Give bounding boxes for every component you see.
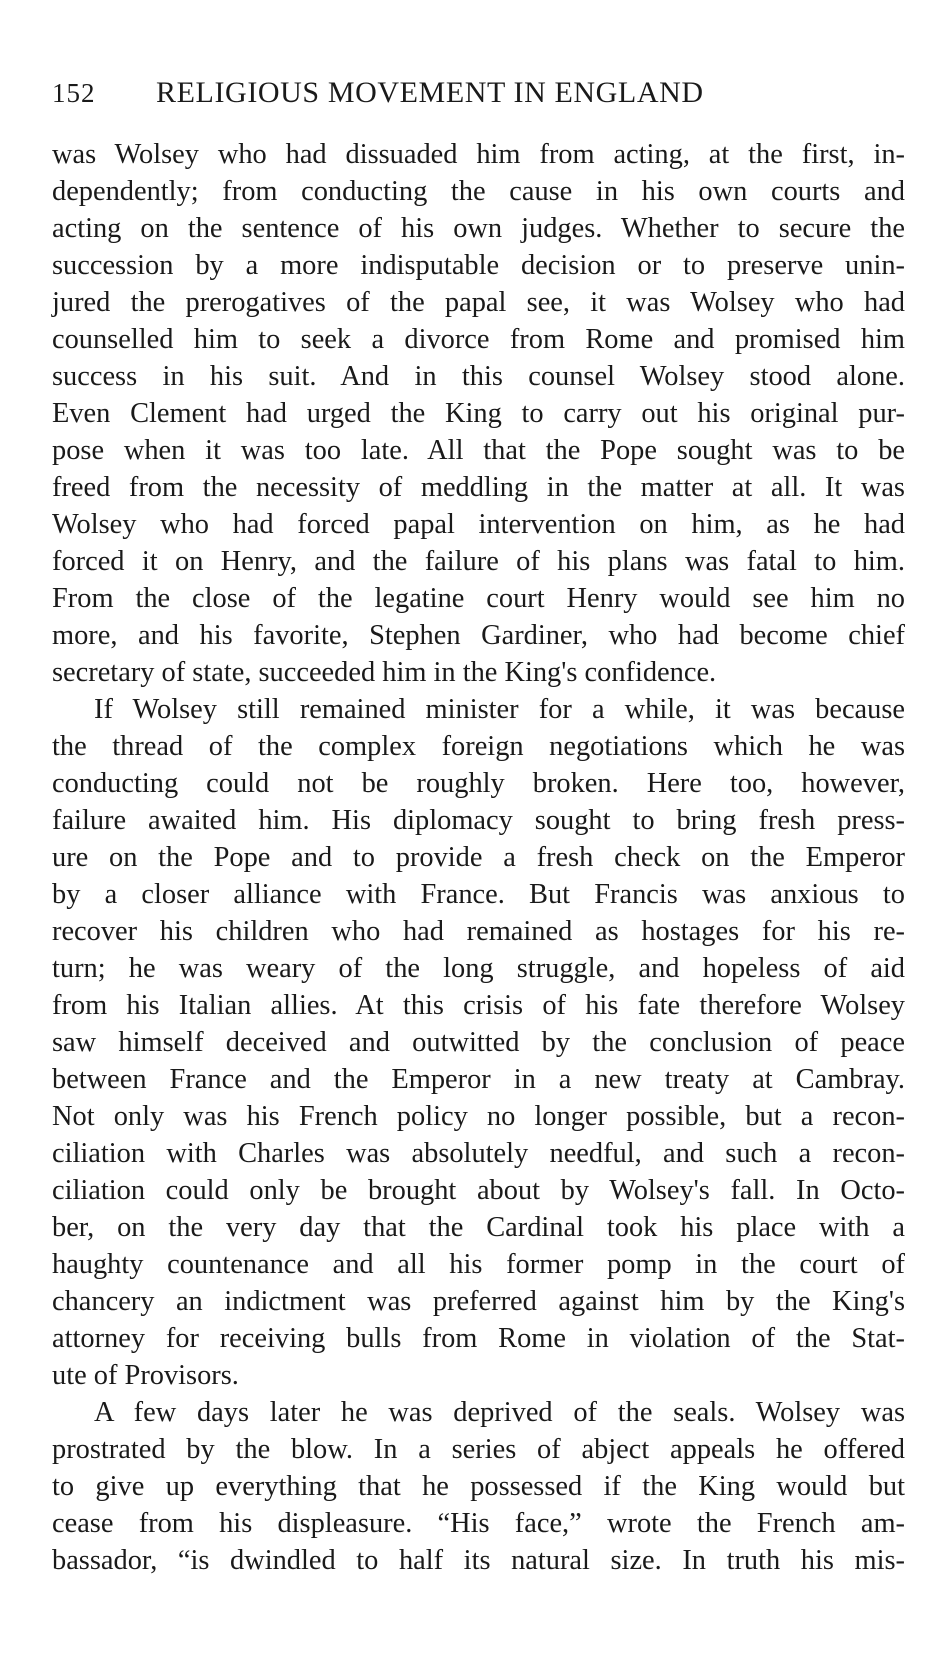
text-line: chancery an indictment was preferred against him by the King's — [52, 1286, 905, 1317]
text-line: bassador, “is dwindled to half its natural size. In truth his mis- — [52, 1545, 905, 1576]
text-line: saw himself deceived and outwitted by the conclusion of peace — [52, 1027, 905, 1058]
text-line: Wolsey who had forced papal intervention on him, as he had — [52, 509, 905, 540]
paragraph-first-line: If Wolsey still remained minister for a while, it was because — [94, 694, 905, 725]
page-number: 152 — [52, 78, 96, 108]
text-line: cease from his displeasure. “His face,” wrote the French am- — [52, 1508, 905, 1539]
text-line: conducting could not be roughly broken. Here too, however, — [52, 768, 905, 799]
body-text — [52, 136, 905, 1579]
text-line: recover his children who had remained as hostages for his re- — [52, 916, 905, 947]
text-line: Even Clement had urged the King to carry out his original pur- — [52, 398, 905, 429]
text-line: From the close of the legatine court Henry would see him no — [52, 583, 905, 614]
text-line: forced it on Henry, and the failure of his plans was fatal to him. — [52, 546, 905, 577]
running-head: RELIGIOUS MOVEMENT IN ENGLAND — [156, 76, 704, 109]
text-line: to give up everything that he possessed if the King would but — [52, 1471, 905, 1502]
text-line: failure awaited him. His diplomacy sought to bring fresh press- — [52, 805, 905, 836]
text-line: from his Italian allies. At this crisis of his fate therefore Wolsey — [52, 990, 905, 1021]
text-line: succession by a more indisputable decision or to preserve unin- — [52, 250, 905, 281]
text-line: freed from the necessity of meddling in the matter at all. It was — [52, 472, 905, 503]
text-line: was Wolsey who had dissuaded him from acting, at the first, in- — [52, 139, 905, 170]
text-line: more, and his favorite, Stephen Gardiner, who had become chief — [52, 620, 905, 651]
text-line: ciliation with Charles was absolutely needful, and such a recon- — [52, 1138, 905, 1169]
text-line: attorney for receiving bulls from Rome in violation of the Stat- — [52, 1323, 905, 1354]
text-line: dependently; from conducting the cause in his own courts and — [52, 176, 905, 207]
text-line: Not only was his French policy no longer possible, but a recon- — [52, 1101, 905, 1132]
text-line: turn; he was weary of the long struggle, and hopeless of aid — [52, 953, 905, 984]
text-line: ute of Provisors. — [52, 1360, 239, 1391]
text-line: counselled him to seek a divorce from Rome and promised him — [52, 324, 905, 355]
text-line: acting on the sentence of his own judges. Whether to secure the — [52, 213, 905, 244]
text-line: pose when it was too late. All that the Pope sought was to be — [52, 435, 905, 466]
text-line: ure on the Pope and to provide a fresh check on the Emperor — [52, 842, 905, 873]
text-line: prostrated by the blow. In a series of abject appeals he offered — [52, 1434, 905, 1465]
text-line: ber, on the very day that the Cardinal took his place with a — [52, 1212, 905, 1243]
text-line: jured the prerogatives of the papal see, it was Wolsey who had — [52, 287, 905, 318]
text-line: success in his suit. And in this counsel Wolsey stood alone. — [52, 361, 905, 392]
text-line: secretary of state, succeeded him in the King's confidence. — [52, 657, 717, 688]
text-line: between France and the Emperor in a new treaty at Cambray. — [52, 1064, 905, 1095]
page-header — [52, 72, 912, 120]
text-line: haughty countenance and all his former pomp in the court of — [52, 1249, 905, 1280]
text-line: by a closer alliance with France. But Francis was anxious to — [52, 879, 905, 910]
text-line: ciliation could only be brought about by Wolsey's fall. In Octo- — [52, 1175, 905, 1206]
paragraph-first-line: A few days later he was deprived of the seals. Wolsey was — [94, 1397, 905, 1428]
text-line: the thread of the complex foreign negotiations which he was — [52, 731, 905, 762]
